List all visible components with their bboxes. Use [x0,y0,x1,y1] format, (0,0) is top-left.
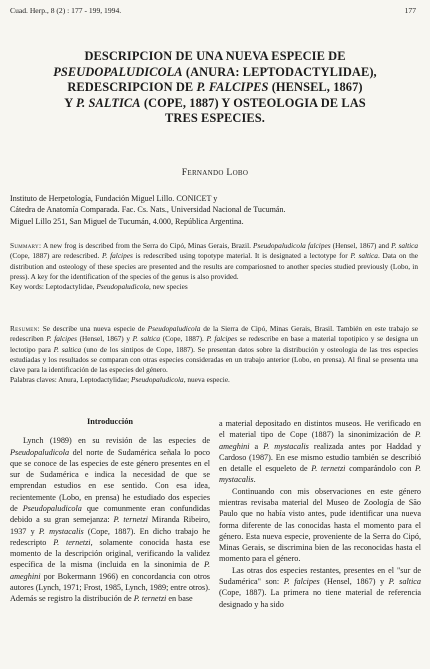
resumen-taxon: P. saltica [132,334,161,344]
title-text: (HENSEL, 1867) [268,80,363,94]
body-text: (Cope, 1887). La primera no tiene material de referencia designado y ha sido [219,588,421,609]
title-line-3 [16,80,414,96]
body-column-right [219,418,421,610]
body-paragraph [10,435,210,604]
body-taxon: P. saltica [388,576,422,586]
affiliation-line: Cátedra de Anatomía Comparada. Fac. Cs. Nats., Universidad Nacional de Tucumán. [10,205,286,215]
body-text: Miranda Ribeiro, 1937 y [10,515,210,536]
summary-text: A new frog is described from the Serra do Cipó, Minas Gerais, Brazil. [41,241,254,250]
section-heading: Introducción [87,417,133,426]
affiliation-line: Instituto de Herpetología, Fundación Miguel Lillo. CONICET y [10,194,218,203]
journal-citation: Cuad. Herp., 8 (2) : 177 - 199, 1994. [10,6,122,15]
keywords-text: , nueva especie. [183,375,230,385]
affiliation-line: Miguel Lillo 251, San Miguel de Tucumán, 4.000, República Argentina. [10,216,244,226]
body-text: realizada antes por Haddad y Cardoso (1987). En ese mismo estudio también se describió en detalle el esqueleto de [219,441,422,474]
title-text: Y [64,95,77,110]
body-text: a [249,441,264,451]
title-species: P. SALTICA [76,95,141,110]
body-paragraph [219,565,421,610]
body-taxon: P. ternetzi [53,537,91,547]
body-text: Las otras dos especies restantes, presentes en el "sur de Sudamérica" son: [219,565,421,586]
body-taxon: Pseudopaludicola [10,447,70,457]
summary-text: . Data on the distribution and osteology of these species are presented and the results are compariosned to another species studied previously (Lobo, in press). A key for the identification of the species of the genus is also provided. [10,251,418,281]
body-text: por Bokermann 1966) en concordancia con otros autores (Lynch, 1971; Frost, 1985, Lynch, 1989; entre otros). Además se registro la distribución de [10,571,210,604]
english-summary [10,241,418,292]
body-text: comparándolo con [345,464,415,474]
keywords-en [10,282,418,292]
body-taxon: P. ameghini [10,560,210,581]
resumen-text: (Hensel, 1867) y [76,334,133,344]
title-genus: PSEUDOPALUDICOLA [53,64,183,79]
title-line-5: TRES ESPECIES. [165,111,265,125]
body-paragraph [219,418,421,486]
summary-text: (Cope, 1887) are redescribed. [10,251,103,261]
summary-label: Summary: [10,241,42,250]
body-taxon: P. ternetzi [133,594,167,604]
body-text: (Hensel, 1867) y [319,576,389,586]
body-taxon: P. mystacalis [38,526,84,536]
summary-taxon: P. falcipes [102,251,133,261]
body-text: del norte de Sudamérica señala lo poco que se conoce de las especies de este género presentes en el sur de Sudamérica e indica la necesidad de que se emprendan estudios en ese sentido. Con esa idea, recientemente (Lobo, en prensa) he estudiado dos especies de [10,447,210,513]
body-text: Continuando con mis observaciones en este género mientras revisaba material del Museo de Zoología de São Paulo que no había visto antes, pude identificar una nueva forma diferente de las conocidas hasta el momento para el género. Esta nueva especie, proveniente de la Serra do Cipó, Minas Gerais, se discrimina bien de las reconocidas hasta el momento para el género. [219,486,421,564]
title-species: P. FALCIPES [196,80,269,94]
keywords-es [10,375,418,385]
body-taxon: P. ternetzi [311,464,346,474]
summary-text: (Hensel, 1867) and [330,241,392,250]
body-taxon: P. mystacalis [219,464,421,485]
resumen-taxon: Pseudopaludicola [147,324,201,333]
keywords-text: Anura, Leptodactylidae; [58,375,131,385]
page-number: 177 [404,6,416,15]
keywords-taxon: Pseudopaludicola [96,282,150,292]
resumen-taxon: P. saltica [53,344,82,354]
body-text: Lynch (1989) en su revisión de las especies de [23,436,210,446]
body-taxon: P. falcipes [283,576,320,586]
body-text: . [253,475,256,485]
title-line-4 [16,96,414,112]
body-taxon: P. mystacalis [263,441,309,451]
keywords-text: Leptodactylidae, [45,282,97,292]
author-name: Fernando Lobo [181,167,249,178]
summary-taxon: P. saltica [391,241,419,250]
body-column-left [10,416,210,605]
body-taxon: P. ternetzi [113,515,148,525]
keywords-taxon: Pseudopaludicola [130,375,184,385]
title-line-2 [16,65,414,81]
resumen-text: (Cope, 1887). [160,334,207,344]
resumen-label: Resumen: [10,324,40,333]
body-taxon: Pseudopaludicola [22,503,82,513]
body-text: a material depositado en distintos museos. He verificado en el material tipo de Cope (1887) la sinonimización de [219,419,421,440]
body-paragraph [219,486,421,565]
resumen-taxon: P. falcipes [46,334,77,344]
resumen-text: se redescribe en base a material topotipico y se designa un lectotipo para [10,334,418,354]
resumen-taxon: P. falcipes [206,334,238,344]
resumen-text: (uno de los sintipos de Cope, 1887). Se presentan datos sobre la distribución y osteologia de las tres especies estudiadas y los resultados se comparan con otras especies consideradas en un trabajo anterior (Lobo, en prensa). Al final se presenta una clave para la identificación de las especies del género. [10,344,418,375]
running-header [10,6,416,15]
spanish-resumen [10,324,418,386]
body-taxon: P. ameghini [219,430,421,451]
keywords-label: Palabras claves: [10,375,59,385]
body-text: , solamente conocida hasta ese momento de la descripción original, verificando la validez específica de la misma (incluida en la sinonimia de [10,537,210,570]
keywords-text: , new species [149,282,188,292]
title-text: REDESCRIPCION DE [67,80,197,94]
summary-taxon: Pseudopaludicola falcipes [253,241,331,250]
title-text: (COPE, 1887) Y OSTEOLOGIA DE LAS [140,95,366,110]
title-line-1: DESCRIPCION DE UNA NUEVA ESPECIE DE [84,49,346,63]
resumen-text: Se describe una nueva especie de [39,324,148,333]
summary-text: is redescribed using topotype material. It is designated a lectotype for [132,251,351,261]
body-text: (Cope, 1887). En dicho trabajo he redescripto [10,526,210,547]
affiliation [10,193,422,227]
article-title [16,49,414,127]
body-text: en base [166,594,193,604]
resumen-text: de la Sierra de Cipó, Minas Gerais, Brasil. También en este trabajo se redescriben [10,324,418,344]
summary-taxon: P. saltica [350,251,378,261]
body-text: que comunmente eran confundidas debido a su gran semejanza: [10,503,210,525]
keywords-label: Key words: [10,282,46,292]
title-family: (ANURA: LEPTODACTYLIDAE), [182,64,377,79]
